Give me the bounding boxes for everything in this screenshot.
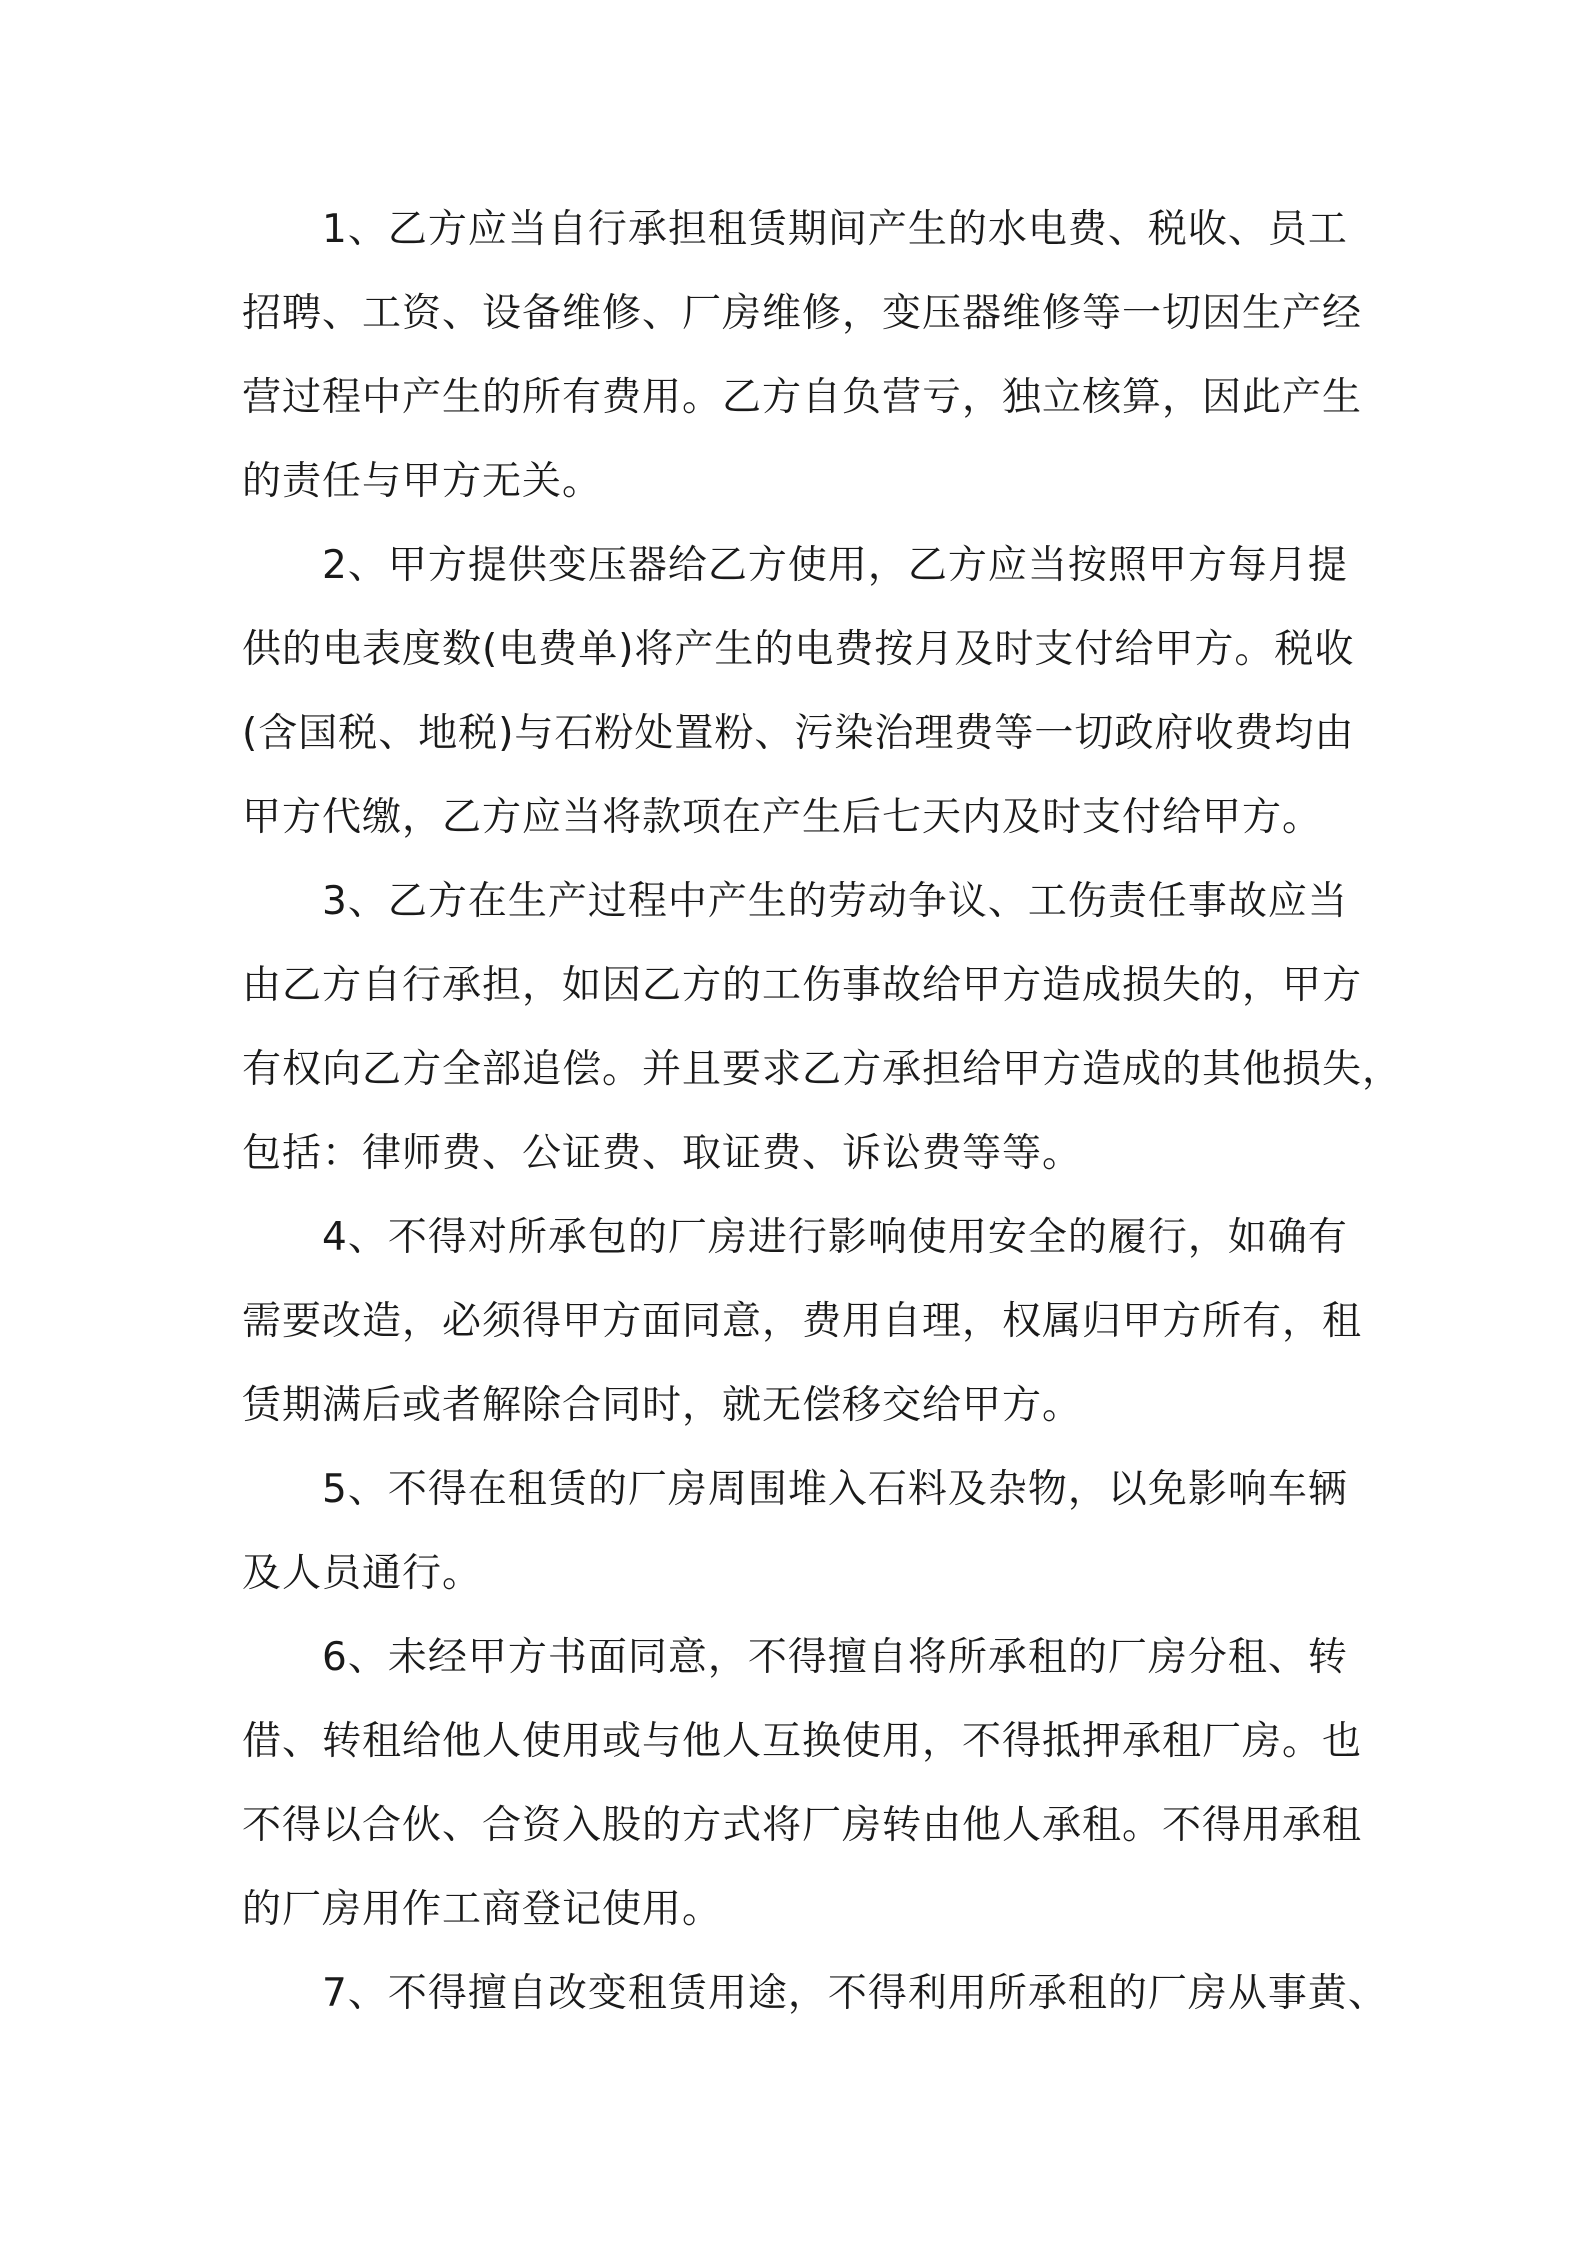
text-line: 的责任与甲方无关。 — [242, 459, 603, 504]
text-line: 5、不得在租赁的厂房周围堆入石料及杂物，以免影响车辆 — [322, 1467, 1348, 1512]
text-line: 借、转租给他人使用或与他人互换使用，不得抵押承租厂房。也 — [242, 1719, 1363, 1764]
text-line: 1、乙方应当自行承担租赁期间产生的水电费、税收、员工 — [322, 207, 1348, 252]
text-line: 需要改造，必须得甲方面同意，费用自理，权属归甲方所有，租 — [242, 1299, 1363, 1344]
text-line: 2、甲方提供变压器给乙方使用，乙方应当按照甲方每月提 — [322, 543, 1348, 588]
text-line: 3、乙方在生产过程中产生的劳动争议、工伤责任事故应当 — [322, 879, 1348, 924]
text-line: 不得以合伙、合资入股的方式将厂房转由他人承租。不得用承租 — [242, 1803, 1363, 1848]
clause-3 — [242, 860, 1403, 1196]
text-line: 营过程中产生的所有费用。乙方自负营亏，独立核算，因此产生 — [242, 375, 1363, 420]
clause-1 — [242, 188, 1372, 524]
text-line: 供的电表度数(电费单)将产生的电费按月及时支付给甲方。税收 — [242, 627, 1355, 672]
text-line: (含国税、地税)与石粉处置粉、污染治理费等一切政府收费均由 — [242, 711, 1355, 756]
clause-4 — [242, 1196, 1372, 1448]
clause-2 — [242, 524, 1372, 860]
clause-7 — [242, 1952, 1388, 2036]
text-line: 的厂房用作工商登记使用。 — [242, 1887, 723, 1932]
text-line: 赁期满后或者解除合同时，就无偿移交给甲方。 — [242, 1383, 1083, 1428]
text-line: 包括：律师费、公证费、取证费、诉讼费等等。 — [242, 1131, 1083, 1176]
clause-6 — [242, 1616, 1372, 1952]
text-line: 有权向乙方全部追偿。并且要求乙方承担给甲方造成的其他损失， — [242, 1047, 1403, 1092]
text-line: 由乙方自行承担，如因乙方的工伤事故给甲方造成损失的，甲方 — [242, 963, 1363, 1008]
clause-5 — [242, 1448, 1372, 1616]
text-line: 6、未经甲方书面同意，不得擅自将所承租的厂房分租、转 — [322, 1635, 1348, 1680]
text-line: 4、不得对所承包的厂房进行影响使用安全的履行，如确有 — [322, 1215, 1348, 1260]
text-line: 甲方代缴，乙方应当将款项在产生后七天内及时支付给甲方。 — [242, 795, 1323, 840]
document-body — [242, 188, 1403, 2036]
text-line: 招聘、工资、设备维修、厂房维修，变压器维修等一切因生产经 — [242, 291, 1363, 336]
text-line: 及人员通行。 — [242, 1551, 483, 1596]
text-line: 7、不得擅自改变租赁用途，不得利用所承租的厂房从事黄、 — [322, 1971, 1388, 2016]
